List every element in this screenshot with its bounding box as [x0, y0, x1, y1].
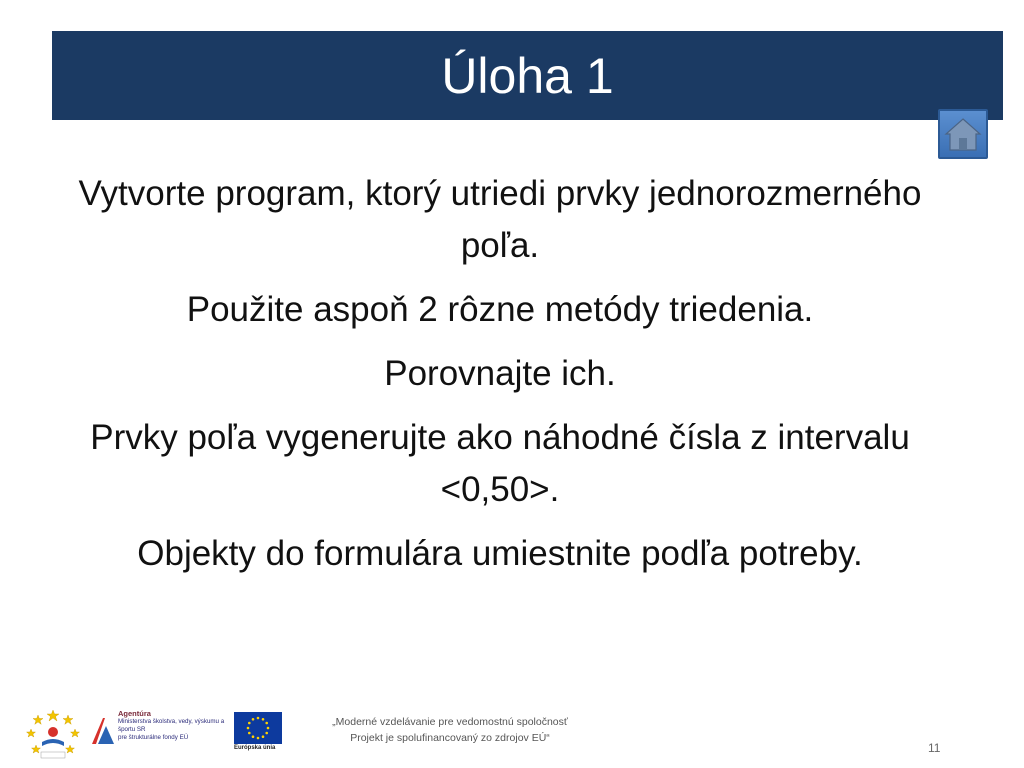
footer-slogan [300, 714, 600, 746]
body-line: Objekty do formulára umiestnite podľa potreby. [137, 534, 863, 573]
slide-title: Úloha 1 [441, 47, 614, 104]
agency-mark-icon [90, 714, 116, 746]
home-icon [943, 115, 983, 153]
eu-flag-icon [234, 712, 282, 744]
slide-body [40, 168, 960, 592]
home-button[interactable] [938, 109, 988, 159]
body-line: Prvky poľa vygenerujte ako náhodné čísla z intervalu <0,50>. [90, 418, 910, 509]
op-education-stars-logo [26, 708, 80, 762]
body-line: Vytvorte program, ktorý utriedi prvky jednorozmerného poľa. [78, 174, 922, 265]
eu-logo [234, 712, 284, 758]
agency-name: Agentúra [118, 709, 151, 718]
page-number: 11 [928, 741, 941, 755]
agency-logo [90, 710, 238, 754]
title-bar [52, 31, 1003, 120]
slogan-line: „Moderné vzdelávanie pre vedomostnú spoločnosť [332, 716, 568, 728]
agency-line: Ministerstva školstva, vedy, výskumu a športu SR [118, 718, 225, 733]
body-line: Použite aspoň 2 rôzne metódy triedenia. [186, 290, 814, 329]
body-line: Porovnajte ich. [384, 354, 616, 393]
slogan-line: Projekt je spolufinancovaný zo zdrojov EÚ“ [350, 732, 550, 744]
agency-line: pre štrukturálne fondy EÚ [118, 734, 189, 741]
eu-label: Európska únia [234, 745, 276, 751]
